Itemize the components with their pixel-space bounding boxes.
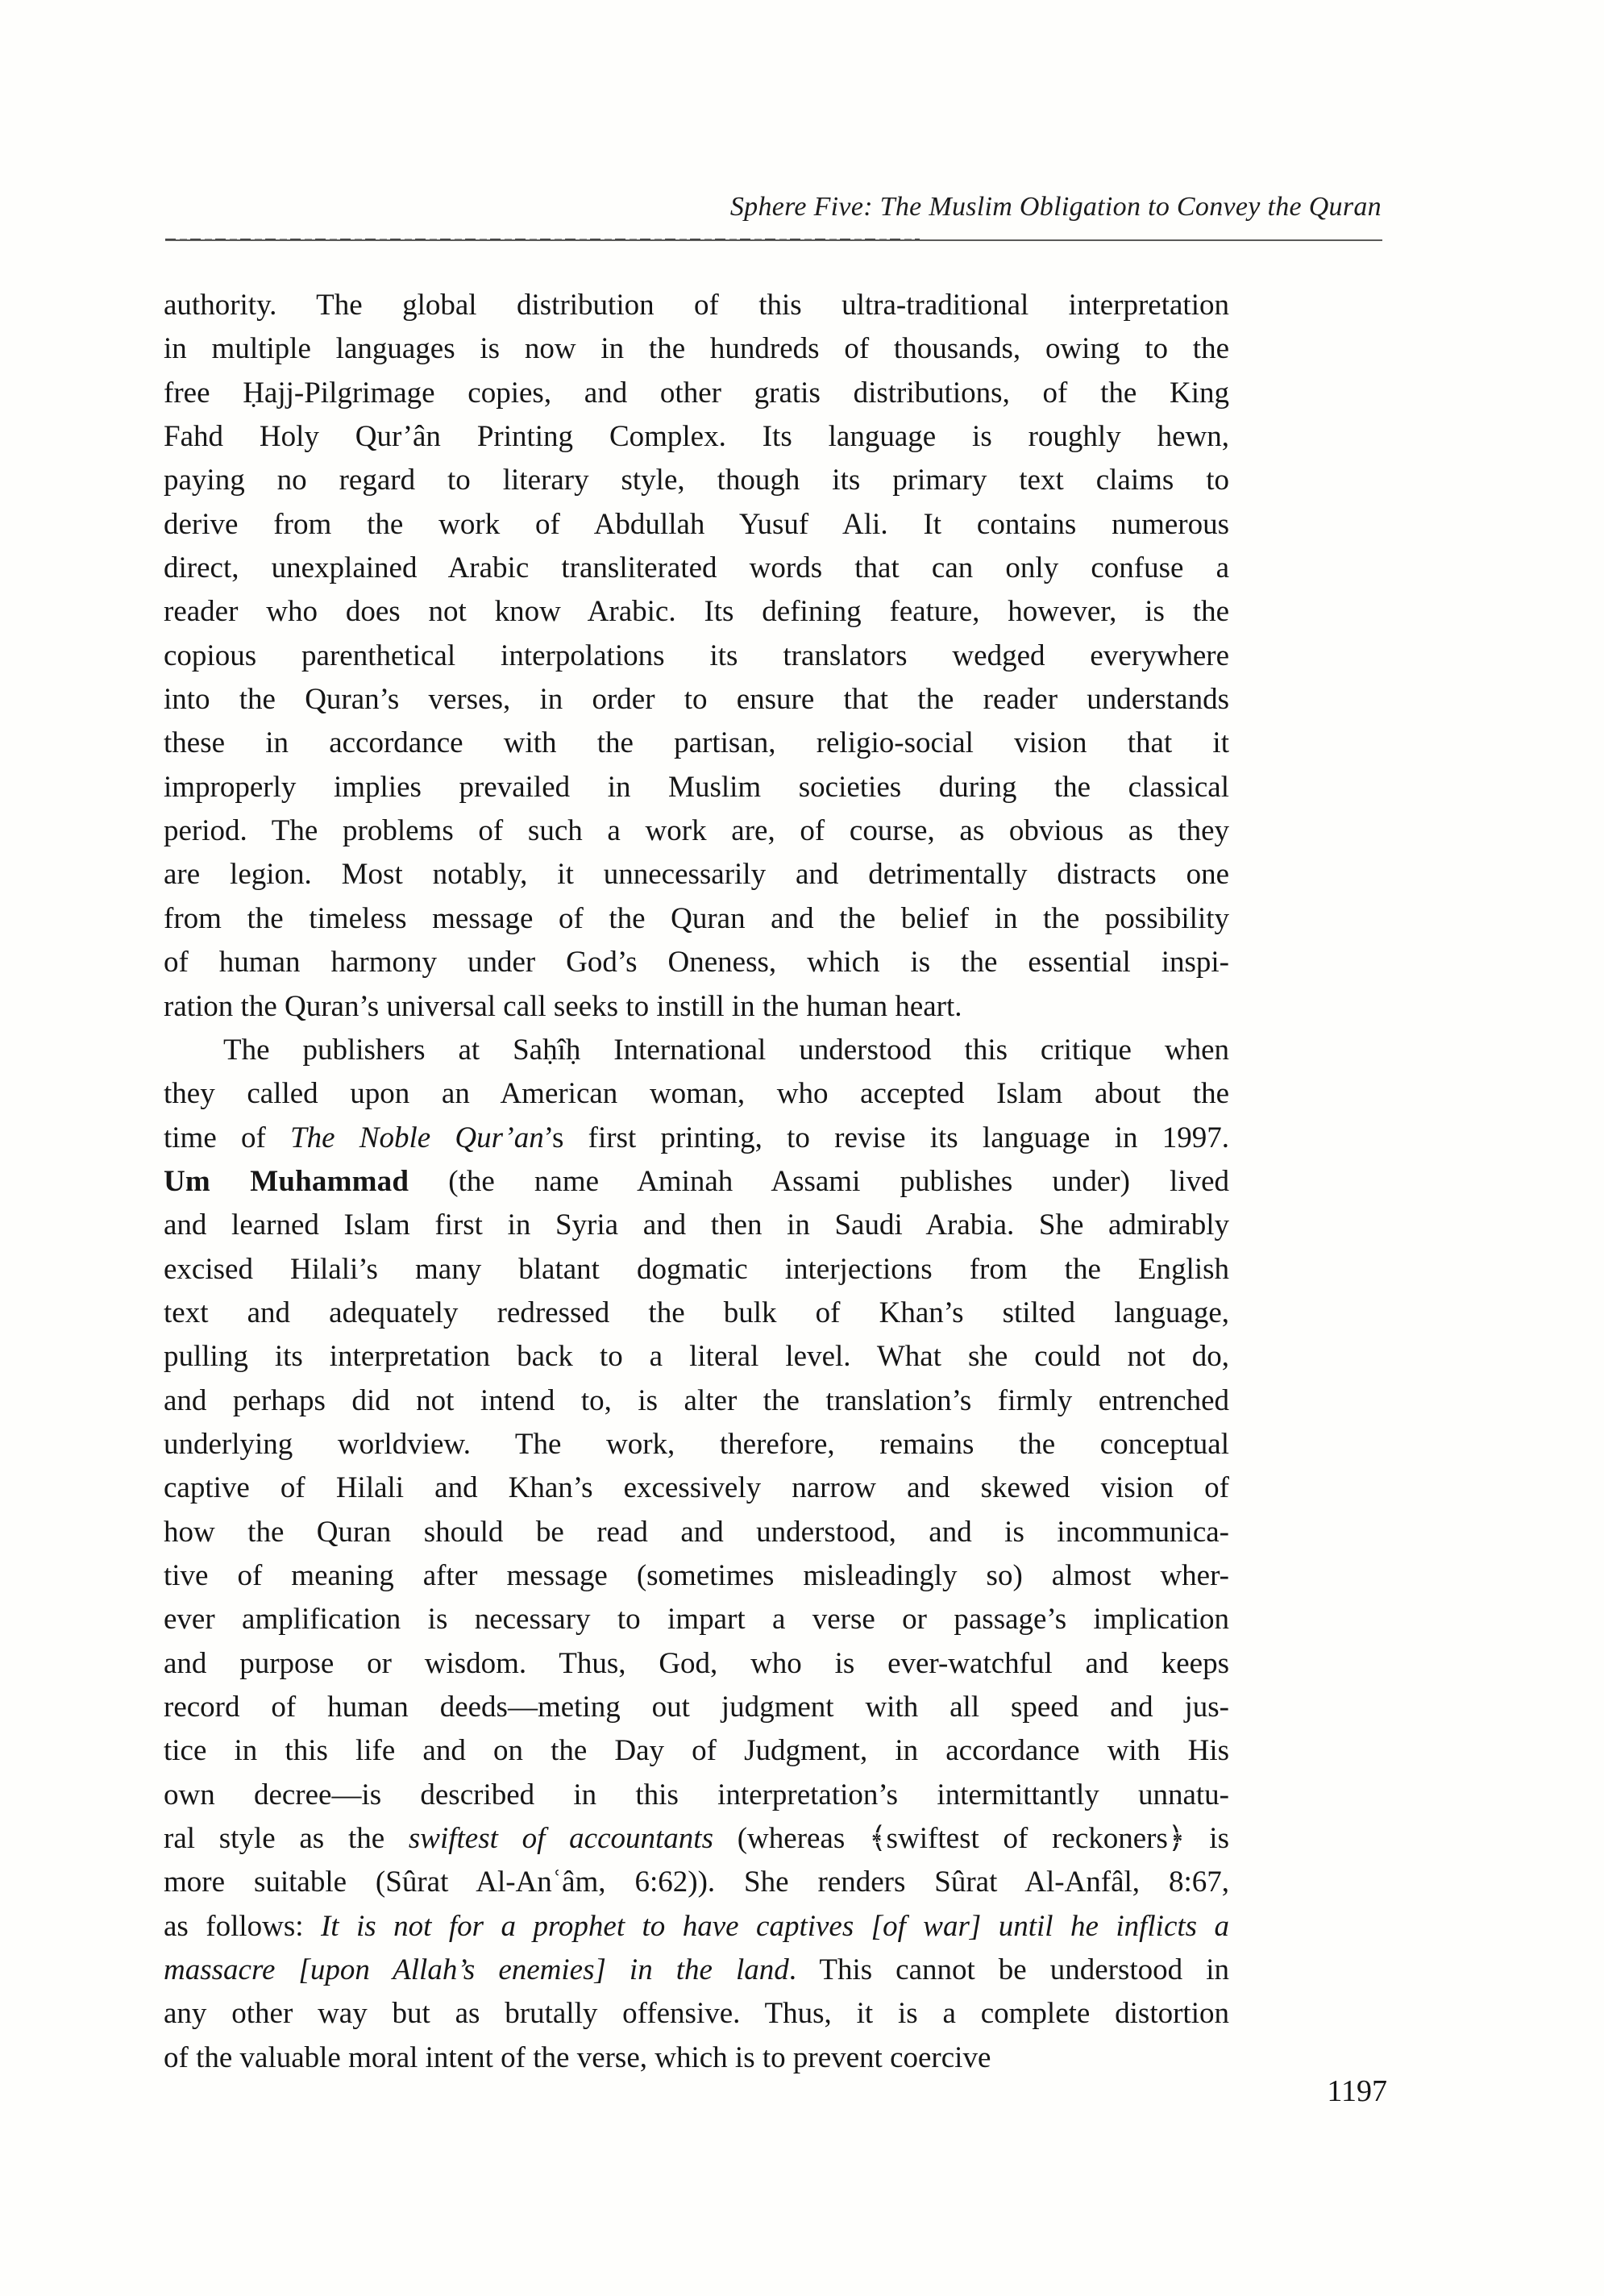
header-rule-base-segment <box>165 239 1382 241</box>
text-line <box>164 1905 1229 1949</box>
text-line <box>164 459 1229 502</box>
text-line <box>164 1335 1229 1379</box>
text-column <box>164 284 1229 2080</box>
text-segment: The Noble Qur’an <box>290 1121 544 1154</box>
text-segment: how the Quran should be read and understood, and is incommunica- <box>164 1515 1229 1549</box>
text-segment: record of human deeds—meting out judgment with all speed and jus- <box>164 1691 1229 1724</box>
text-line <box>164 1423 1229 1466</box>
text-segment: The publishers at Saḥîḥ International understood this critique when <box>223 1033 1229 1067</box>
text-line <box>164 1949 1229 1992</box>
text-line <box>164 1817 1229 1861</box>
text-line <box>164 722 1229 765</box>
text-segment: authority. The global distribution of this ultra-traditional interpretation <box>164 289 1229 322</box>
text-segment: paying no regard to literary style, though its primary text claims to <box>164 464 1229 497</box>
text-line <box>164 327 1229 371</box>
text-segment: Um Muhammad <box>164 1164 409 1198</box>
text-segment: time of <box>164 1121 291 1154</box>
text-segment: improperly implies prevailed in Muslim societies during the classical <box>164 770 1229 804</box>
text-line <box>164 809 1229 853</box>
text-segment: ral style as the <box>164 1822 409 1856</box>
text-segment: tice in this life and on the Day of Judgment, in accordance with His <box>164 1734 1229 1768</box>
text-segment: derive from the work of Abdullah Yusuf Ali. It contains numerous <box>164 507 1229 541</box>
text-segment: from the timeless message of the Quran and the belief in the possibility <box>164 901 1229 935</box>
text-segment: (whereas ﴾swiftest of reckoners﴿ is <box>713 1822 1229 1856</box>
text-line <box>164 372 1229 415</box>
text-line <box>164 1992 1229 2036</box>
text-segment: any other way but as brutally offensive. Thus, it is a complete distortion <box>164 1997 1229 2031</box>
text-line <box>164 1686 1229 1729</box>
text-segment: and learned Islam first in Syria and then in Saudi Arabia. She admirably <box>164 1208 1229 1242</box>
text-segment: excised Hilali’s many blatant dogmatic interjections from the English <box>164 1252 1229 1286</box>
text-line <box>164 590 1229 634</box>
text-line <box>164 1029 1229 1072</box>
text-segment: free Ḥajj-Pilgrimage copies, and other gratis distributions, of the King <box>164 376 1229 410</box>
text-line <box>164 853 1229 896</box>
text-line <box>164 1248 1229 1292</box>
text-segment: they called upon an American woman, who accepted Islam about the <box>164 1077 1229 1111</box>
page-number: 1197 <box>1327 2074 1387 2108</box>
text-line <box>164 503 1229 547</box>
text-line <box>164 1774 1229 1817</box>
text-segment: own decree—is described in this interpretation’s intermittantly unnatu- <box>164 1778 1229 1811</box>
text-segment: period. The problems of such a work are, of course, as obvious as they <box>164 814 1229 848</box>
text-segment: as follows: <box>164 1909 321 1943</box>
text-line <box>164 1117 1229 1160</box>
text-line <box>164 985 1229 1029</box>
text-line <box>164 634 1229 678</box>
text-segment: copious parenthetical interpolations its translators wedged everywhere <box>164 638 1229 672</box>
text-line <box>164 415 1229 459</box>
text-line <box>164 941 1229 984</box>
text-segment: in multiple languages is now in the hundreds of thousands, owing to the <box>164 332 1229 366</box>
text-segment: tive of meaning after message (sometimes misleadingly so) almost wher- <box>164 1558 1229 1592</box>
text-segment: ’s first printing, to revise its language in 1997. <box>543 1121 1229 1154</box>
header-rule <box>165 239 1382 241</box>
text-segment: these in accordance with the partisan, religio-social vision that it <box>164 726 1229 760</box>
text-line <box>164 897 1229 941</box>
text-line <box>164 1598 1229 1641</box>
text-line <box>164 547 1229 590</box>
text-segment: pulling its interpretation back to a literal level. What she could not do, <box>164 1340 1229 1374</box>
text-line <box>164 2036 1229 2080</box>
text-segment: and purpose or wisdom. Thus, God, who is ever-watchful and keeps <box>164 1646 1229 1680</box>
text-line <box>164 1642 1229 1686</box>
text-line <box>164 678 1229 722</box>
text-segment: ration the Quran’s universal call seeks to instill in the human heart. <box>164 989 962 1023</box>
text-segment: of human harmony under God’s Oneness, which is the essential inspi- <box>164 946 1229 980</box>
text-line <box>164 284 1229 327</box>
text-line <box>164 1466 1229 1510</box>
text-line <box>164 766 1229 809</box>
text-line <box>164 1511 1229 1554</box>
text-segment: underlying worldview. The work, therefore, remains the conceptual <box>164 1427 1229 1461</box>
text-line <box>164 1072 1229 1116</box>
running-header: Sphere Five: The Muslim Obligation to Convey the Quran <box>729 192 1382 222</box>
text-line <box>164 1292 1229 1335</box>
text-segment: . This cannot be understood in <box>788 1953 1229 1987</box>
text-segment: massacre [upon Allah’s enemies] in the land <box>164 1953 789 1987</box>
text-line <box>164 1729 1229 1773</box>
text-segment: reader who does not know Arabic. Its defining feature, however, is the <box>164 595 1229 629</box>
text-line <box>164 1204 1229 1247</box>
text-segment: of the valuable moral intent of the verse, which is to prevent coercive <box>164 2040 991 2074</box>
text-segment: Fahd Holy Qur’ân Printing Complex. Its language is roughly hewn, <box>164 420 1229 454</box>
text-line <box>164 1554 1229 1598</box>
text-segment: swiftest of accountants <box>408 1822 713 1856</box>
text-segment: and perhaps did not intend to, is alter the translation’s firmly entrenched <box>164 1383 1229 1417</box>
text-segment: more suitable (Sûrat Al-Anʿâm, 6:62)). She renders Sûrat Al-Anfâl, 8:67, <box>164 1866 1229 1899</box>
text-segment: (the name Aminah Assami publishes under) lived <box>409 1164 1230 1198</box>
text-segment: are legion. Most notably, it unnecessarily and detrimentally distracts one <box>164 858 1229 892</box>
text-segment: captive of Hilali and Khan’s excessively narrow and skewed vision of <box>164 1471 1229 1505</box>
text-segment: It is not for a prophet to have captives [of war] until he inflicts a <box>320 1909 1229 1943</box>
text-segment: direct, unexplained Arabic transliterated words that can only confuse a <box>164 551 1229 585</box>
text-line <box>164 1861 1229 1904</box>
text-segment: text and adequately redressed the bulk of Khan’s stilted language, <box>164 1296 1229 1329</box>
text-line <box>164 1379 1229 1423</box>
text-segment: ever amplification is necessary to impart a verse or passage’s implication <box>164 1603 1229 1637</box>
text-segment: into the Quran’s verses, in order to ensure that the reader understands <box>164 683 1229 717</box>
text-line <box>164 1160 1229 1204</box>
